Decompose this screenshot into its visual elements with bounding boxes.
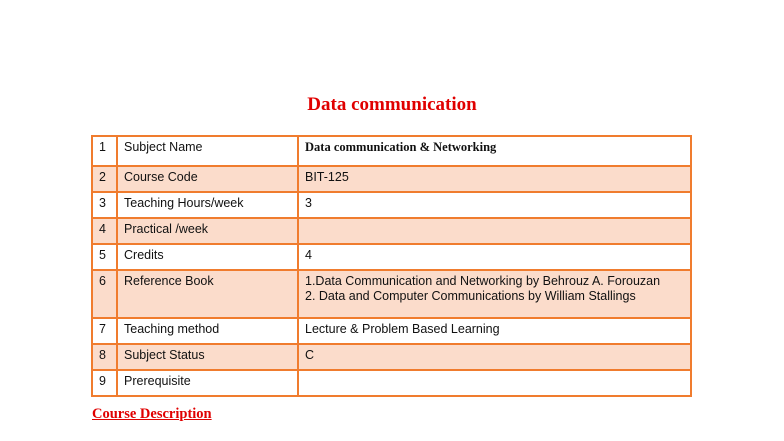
row-number: 6 (92, 270, 117, 318)
document-title: Data communication (307, 94, 477, 115)
prerequisite-value (298, 370, 691, 396)
practical-week-value (298, 218, 691, 244)
row-number: 3 (92, 192, 117, 218)
reference-book-line: 2. Data and Computer Communications by William Stallings (305, 289, 636, 303)
table-row (92, 192, 691, 218)
table-row (92, 344, 691, 370)
row-number: 2 (92, 166, 117, 192)
table-row (92, 270, 691, 318)
row-label: Prerequisite (117, 370, 298, 396)
subject-status-value: C (298, 344, 691, 370)
table-row (92, 136, 691, 166)
course-description-heading: Course Description (92, 406, 212, 422)
table-row (92, 318, 691, 344)
teaching-method-value: Lecture & Problem Based Learning (298, 318, 691, 344)
course-code-value: BIT-125 (298, 166, 691, 192)
course-info-table (91, 135, 692, 397)
table-row (92, 244, 691, 270)
row-label: Teaching Hours/week (117, 192, 298, 218)
teaching-hours-value: 3 (298, 192, 691, 218)
reference-book-value (298, 270, 691, 318)
credits-value: 4 (298, 244, 691, 270)
row-label: Reference Book (117, 270, 298, 318)
row-number: 9 (92, 370, 117, 396)
row-number: 8 (92, 344, 117, 370)
row-number: 5 (92, 244, 117, 270)
row-number: 7 (92, 318, 117, 344)
row-label: Course Code (117, 166, 298, 192)
table-row (92, 218, 691, 244)
row-label: Teaching method (117, 318, 298, 344)
row-label: Practical /week (117, 218, 298, 244)
table-row (92, 370, 691, 396)
row-label: Subject Status (117, 344, 298, 370)
subject-name-value: Data communication & Networking (298, 136, 691, 166)
row-label: Subject Name (117, 136, 298, 166)
reference-book-line: 1.Data Communication and Networking by Behrouz A. Forouzan (305, 274, 661, 288)
row-number: 4 (92, 218, 117, 244)
row-number: 1 (92, 136, 117, 166)
row-label: Credits (117, 244, 298, 270)
table-row (92, 166, 691, 192)
